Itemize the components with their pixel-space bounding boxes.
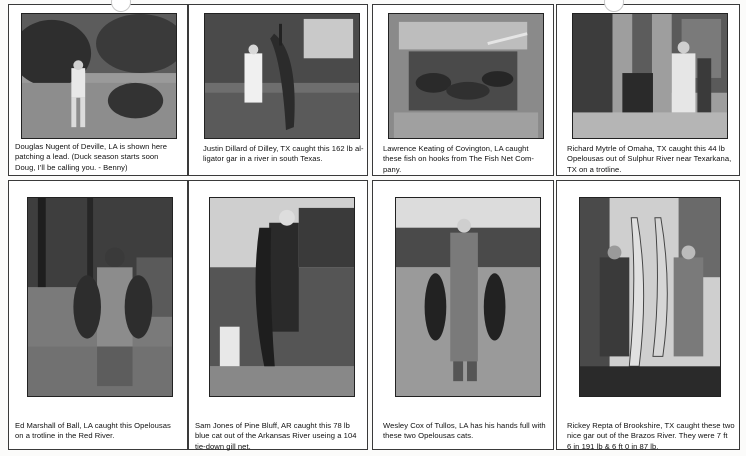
photo-card-7 (372, 180, 554, 450)
photo-card-2 (188, 4, 368, 176)
caption-7: Wesley Cox of Tullos, LA has his hands full with these two Opelousas cats. (383, 421, 546, 441)
caption-4: Richard Mytrle of Omaha, TX caught this 44 lb Opelousas out of Sulphur River near Texarkana, TX on a trotline. (567, 144, 732, 174)
photo-sam-jones (209, 197, 355, 397)
caption-5: Ed Marshall of Ball, LA caught this Opelousas on a trotline in the Red River. (15, 421, 171, 441)
photo-richard-mytrle (572, 13, 728, 139)
caption-6: Sam Jones of Pine Bluff, AR caught this 78 lb blue cat out of the Arkansas River useing a 104 tie-down gill net. (195, 421, 357, 451)
photo-card-6 (188, 180, 368, 450)
photo-card-4 (556, 4, 740, 176)
photo-rickey-repta (579, 197, 721, 397)
caption-1: Douglas Nugent of Deville, LA is shown here patching a lead. (Duck season starts soon Doug, I'll be calling you. - Benny) (15, 142, 167, 172)
photo-card-1 (8, 4, 188, 176)
photo-justin-dillard (204, 13, 360, 139)
photo-lawrence-keating (388, 13, 544, 139)
photo-card-3 (372, 4, 554, 176)
photo-douglas-nugent (21, 13, 177, 139)
caption-8: Rickey Repta of Brookshire, TX caught these two nice gar out of the Brazos River. They were 7 ft 6 in 191 lb & 6 ft 0 in 87 lb. (567, 421, 735, 451)
photo-ed-marshall (27, 197, 173, 397)
caption-3: Lawrence Keating of Covington, LA caught these fish on hooks from The Fish Net Com- pany. (383, 144, 534, 174)
caption-2: Justin Dillard of Dilley, TX caught this 162 lb al- ligator gar in a river in south Texas. (203, 144, 364, 164)
photo-wesley-cox (395, 197, 541, 397)
photo-card-5 (8, 180, 188, 450)
photo-card-8 (556, 180, 740, 450)
